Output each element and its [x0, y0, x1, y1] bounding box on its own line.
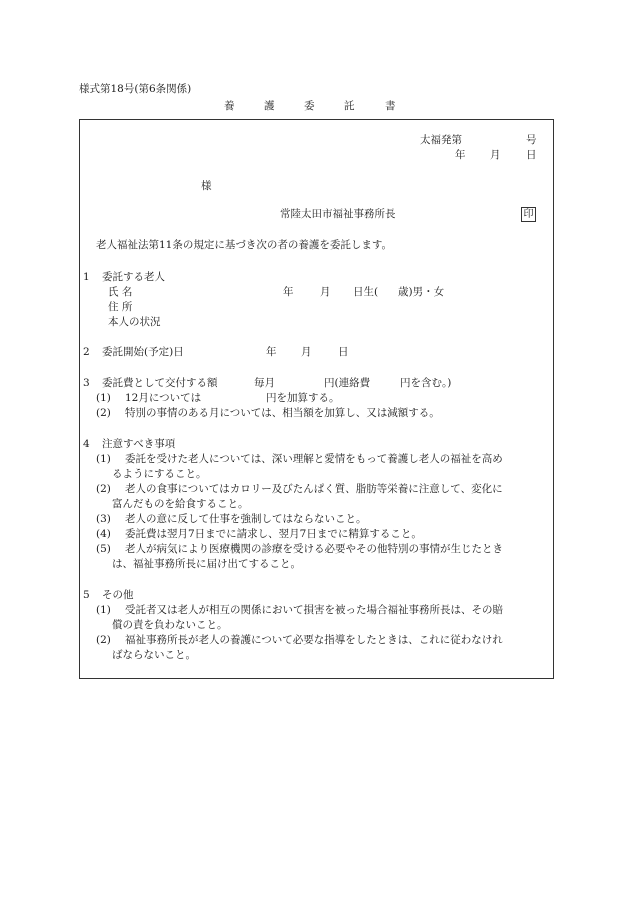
item-number: (3) [96, 513, 111, 525]
title-char: 委 [304, 100, 315, 112]
item-text: 老人の食事についてはカロリー及びたんぱく質、脂肪等栄養に注意して、変化に [125, 483, 503, 495]
yen-included: 円を含む。) [400, 377, 452, 389]
section-number: 1 [83, 271, 90, 283]
status-label: 本人の状況 [108, 316, 161, 328]
date-month: 月 [490, 149, 501, 161]
item-number: (2) [96, 634, 111, 646]
address-label: 住 所 [108, 301, 133, 313]
item-number: (1) [96, 392, 111, 404]
birth-day: 日生( [353, 286, 379, 298]
item-text: 老人が病気により医療機関の診療を受ける必要やその他特別の事情が生じたとき [125, 543, 503, 555]
title-char: 養 [224, 100, 235, 112]
item-text-cont: 富んだものを給食すること。 [112, 498, 249, 510]
item-text-cont: ばならないこと。 [112, 649, 196, 661]
item-number: (1) [96, 604, 111, 616]
section-heading: 委託する老人 [102, 271, 165, 283]
start-month: 月 [301, 346, 312, 358]
item-text: 受託者又は老人が相互の関係において損害を被った場合福祉事務所長は、その賠 [125, 604, 503, 616]
yen-liaison: 円(連絡費 [324, 377, 371, 389]
item-text: 12月については [125, 392, 202, 404]
section-number: 3 [83, 377, 90, 389]
title-char: 託 [344, 100, 355, 112]
item-number: (5) [96, 543, 111, 555]
start-year: 年 [266, 346, 277, 358]
sender-name: 常陸太田市福祉事務所長 [280, 208, 396, 220]
section-number: 2 [83, 346, 90, 358]
item-text: 委託費は翌月7日までに請求し、翌月7日までに精算すること。 [125, 528, 422, 540]
item-text-cont: るようにすること。 [112, 468, 207, 480]
item-text: 特別の事情のある月については、相当額を加算し、又は減額する。 [125, 407, 440, 419]
monthly-label: 毎月 [254, 377, 275, 389]
date-year: 年 [455, 149, 466, 161]
title-char: 護 [264, 100, 275, 112]
addressee-honorific: 様 [201, 180, 212, 192]
form-label: 様式第18号(第6条関係) [79, 83, 192, 95]
seal-mark: 印 [521, 207, 536, 222]
name-label: 氏 名 [108, 286, 133, 298]
section-heading: 注意すべき事項 [102, 438, 176, 450]
item-number: (2) [96, 483, 111, 495]
start-day: 日 [338, 346, 349, 358]
section-heading: 委託費として交付する額 [102, 377, 218, 389]
age-sex: 歳)男・女 [398, 286, 445, 298]
doc-number-suffix: 号 [526, 134, 537, 146]
doc-number-prefix: 太福発第 [420, 134, 462, 146]
item-text: 委託を受けた老人については、深い理解と愛情をもって養護し老人の福祉を高め [125, 453, 503, 465]
item-text: 老人の意に反して仕事を強制してはならないこと。 [125, 513, 367, 525]
birth-year: 年 [283, 286, 294, 298]
title-char: 書 [385, 100, 396, 112]
item-text-cont: は、福祉事務所長に届け出てすること。 [112, 558, 301, 570]
item-text: 円を加算する。 [266, 392, 340, 404]
section-heading: その他 [102, 589, 134, 601]
date-day: 日 [526, 149, 537, 161]
item-number: (1) [96, 453, 111, 465]
section-number: 5 [83, 589, 90, 601]
birth-month: 月 [320, 286, 331, 298]
item-number: (4) [96, 528, 111, 540]
item-number: (2) [96, 407, 111, 419]
item-text: 福祉事務所長が老人の養護について必要な指導をしたときは、これに従わなけれ [125, 634, 503, 646]
intro-text: 老人福祉法第11条の規定に基づき次の者の養護を委託します。 [96, 239, 393, 251]
item-text-cont: 償の責を負わないこと。 [112, 619, 228, 631]
section-heading: 委託開始(予定)日 [102, 346, 184, 358]
section-number: 4 [83, 438, 90, 450]
